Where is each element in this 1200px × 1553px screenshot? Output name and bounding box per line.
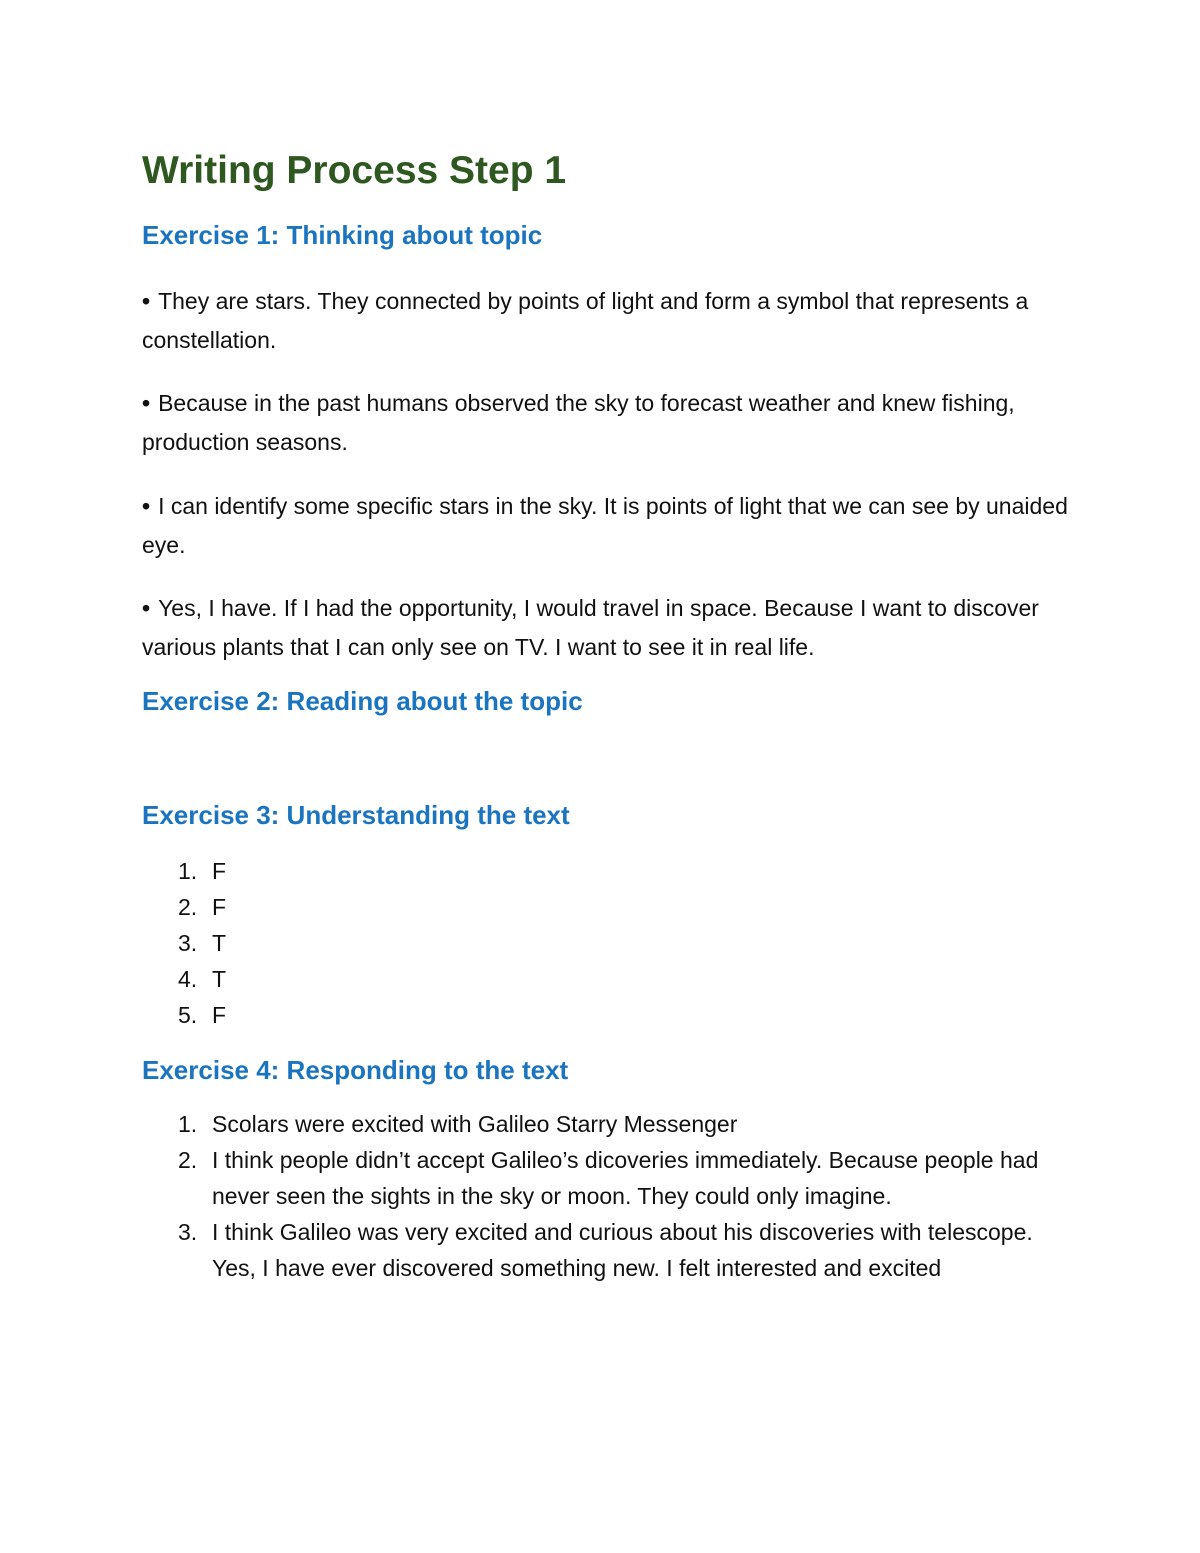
exercise-4-heading: Exercise 4: Responding to the text xyxy=(142,1055,569,1085)
exercise-1-answer-3 xyxy=(142,487,1082,565)
answer-text: I can identify some specific stars in the sky. It is points of light that we can see by unaided eye. xyxy=(142,493,1068,558)
list-item-number: 2. xyxy=(178,1147,198,1173)
list-item-number: 4. xyxy=(178,966,198,992)
exercise-1-answer-2 xyxy=(142,384,1082,462)
exercise-1-answer-1 xyxy=(142,282,1082,360)
list-item-text: F xyxy=(212,858,227,884)
list-item-text: T xyxy=(212,966,227,992)
exercise-1-heading: Exercise 1: Thinking about topic xyxy=(142,220,543,250)
list-item-number: 3. xyxy=(178,1219,198,1245)
list-item xyxy=(142,1214,1042,1286)
exercise-3-answer-list xyxy=(142,853,1042,1033)
bullet-icon: • xyxy=(142,595,151,621)
exercise-4-answer-list xyxy=(142,1106,1042,1286)
list-item-text: T xyxy=(212,930,227,956)
exercise-2-heading: Exercise 2: Reading about the topic xyxy=(142,686,583,716)
list-item xyxy=(142,889,1042,925)
list-item-text: F xyxy=(212,1002,227,1028)
bullet-icon: • xyxy=(142,390,151,416)
list-item-number: 2. xyxy=(178,894,198,920)
list-item-extra-text: Yes, I have ever discovered something new. I felt interested and excited xyxy=(212,1255,942,1281)
exercise-3-heading: Exercise 3: Understanding the text xyxy=(142,800,570,830)
list-item xyxy=(142,997,1042,1033)
answer-text: Because in the past humans observed the sky to forecast weather and knew fishing, production seasons. xyxy=(142,390,1015,455)
answer-text: Yes, I have. If I had the opportunity, I would travel in space. Because I want to discover various plants that I can only see on TV. I want to see it in real life. xyxy=(142,595,1039,660)
list-item-text: Scolars were excited with Galileo Starry Messenger xyxy=(212,1111,738,1137)
bullet-icon: • xyxy=(142,288,151,314)
list-item-number: 5. xyxy=(178,1002,198,1028)
list-item xyxy=(142,853,1042,889)
list-item-number: 1. xyxy=(178,1111,198,1137)
list-item-text: I think Galileo was very excited and curious about his discoveries with telescope. xyxy=(212,1219,1033,1245)
list-item xyxy=(142,1142,1042,1214)
list-item xyxy=(142,925,1042,961)
answer-text: They are stars. They connected by points of light and form a symbol that represents a constellation. xyxy=(142,288,1029,353)
bullet-icon: • xyxy=(142,493,151,519)
list-item-text: I think people didn’t accept Galileo’s dicoveries immediately. Because people had never seen the sights in the sky or moon. They could only imagine. xyxy=(212,1147,1039,1209)
list-item-number: 3. xyxy=(178,930,198,956)
list-item-number: 1. xyxy=(178,858,198,884)
list-item xyxy=(142,961,1042,997)
list-item-text: F xyxy=(212,894,227,920)
exercise-1-answer-4 xyxy=(142,589,1082,667)
list-item xyxy=(142,1106,1042,1142)
document-title: Writing Process Step 1 xyxy=(142,149,567,192)
